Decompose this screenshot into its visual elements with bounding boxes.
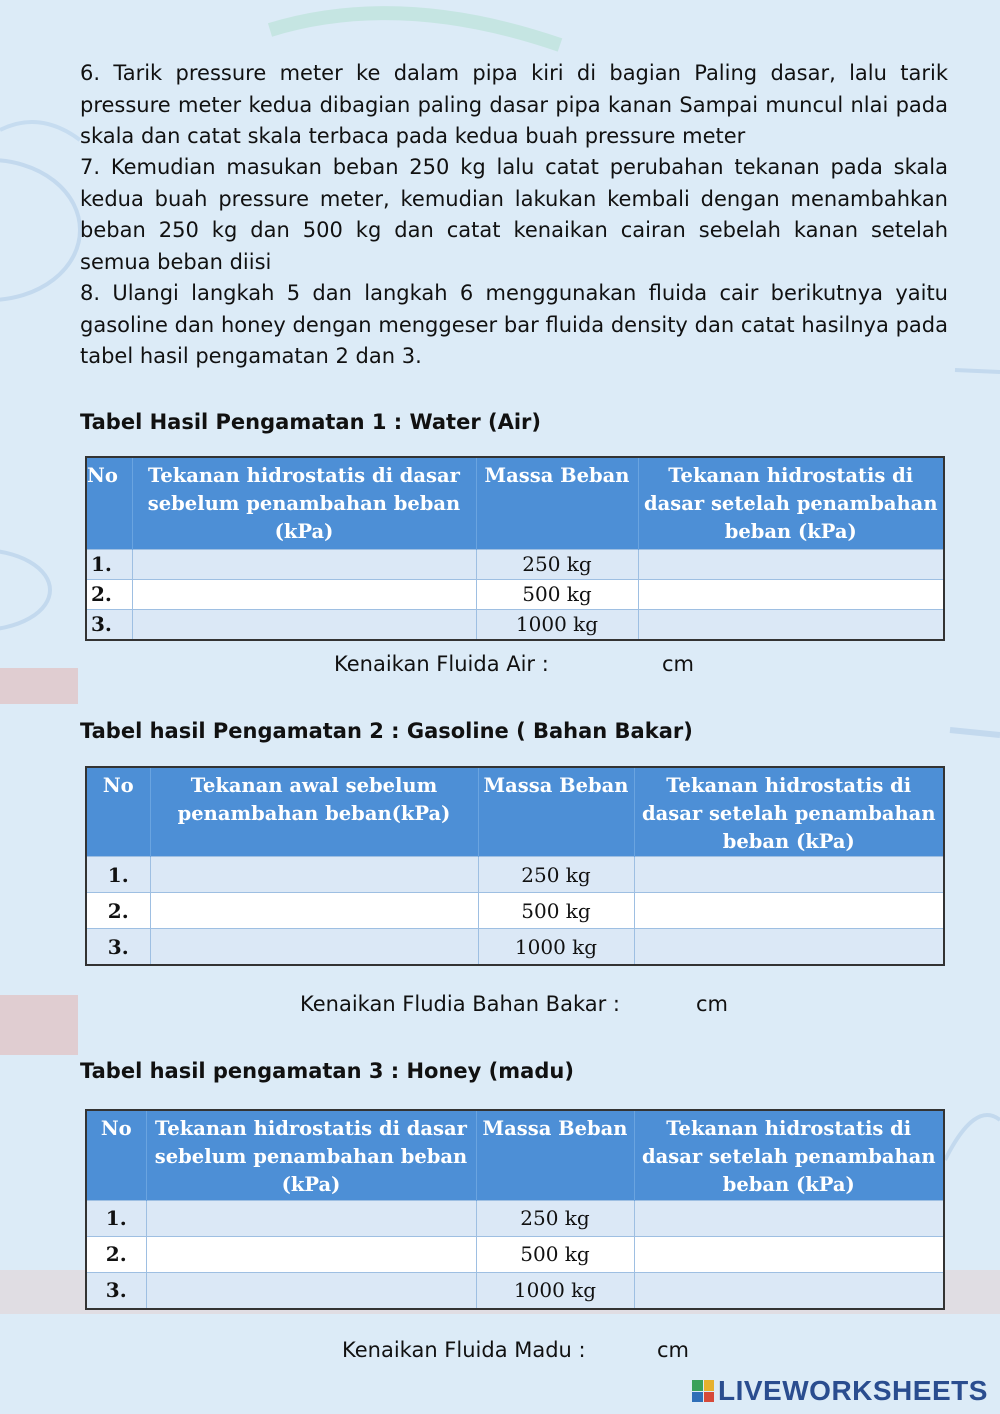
liveworksheets-logo [692, 1375, 988, 1407]
table-row [86, 1200, 944, 1236]
pressure-before-cell[interactable] [150, 893, 478, 929]
row-number: 1. [86, 857, 150, 893]
pressure-before-cell[interactable] [150, 929, 478, 966]
pressure-before-cell[interactable] [150, 857, 478, 893]
fluid-rise-input[interactable] [645, 989, 699, 1019]
pressure-after-cell[interactable] [634, 857, 944, 893]
column-header-load-mass: Massa Beban [476, 1110, 634, 1200]
load-mass-cell: 500 kg [476, 1236, 634, 1272]
pressure-before-input[interactable] [151, 928, 482, 965]
load-mass-cell: 250 kg [476, 1200, 634, 1236]
load-mass-cell: 500 kg [478, 893, 634, 929]
load-mass-cell: 250 kg [478, 857, 634, 893]
column-header-pressure-after: Tekanan hidrostatis di dasar setelah penambahan beban (kPa) [634, 1110, 944, 1200]
fluid-rise-water [334, 652, 695, 676]
brand-name: LIVEWORKSHEETS [718, 1375, 988, 1406]
column-header-load-mass: Massa Beban [476, 457, 638, 549]
fluid-rise-unit: cm [657, 1338, 690, 1362]
pressure-before-input[interactable] [151, 856, 482, 893]
observation-table-water [85, 456, 945, 641]
table-row [86, 857, 944, 893]
load-mass-cell: 1000 kg [476, 609, 638, 640]
pressure-after-cell[interactable] [634, 1236, 944, 1272]
pressure-before-input[interactable] [133, 549, 480, 580]
observation-table-gasoline [85, 766, 945, 966]
pressure-after-input[interactable] [635, 1236, 948, 1273]
fluid-rise-input[interactable] [590, 1335, 654, 1365]
pressure-after-cell[interactable] [638, 609, 944, 640]
row-number: 3. [86, 929, 150, 966]
pressure-before-input[interactable] [147, 1200, 480, 1237]
fluid-rise-label: Kenaikan Fluida Air : [334, 652, 549, 676]
load-mass-cell: 250 kg [476, 549, 638, 579]
pressure-after-input[interactable] [639, 609, 948, 640]
fluid-rise-label: Kenaikan Fludia Bahan Bakar : [300, 992, 620, 1016]
table-3-title: Tabel hasil pengamatan 3 : Honey (madu) [80, 1059, 574, 1083]
observation-table-honey [85, 1109, 945, 1310]
load-mass-cell: 1000 kg [478, 929, 634, 966]
table-row [86, 929, 944, 966]
fluid-rise-unit: cm [662, 652, 695, 676]
table-row [86, 893, 944, 929]
row-number: 1. [86, 549, 132, 579]
pressure-after-cell[interactable] [634, 1200, 944, 1236]
table-1-title: Tabel Hasil Pengamatan 1 : Water (Air) [80, 410, 542, 434]
pressure-after-input[interactable] [635, 1200, 948, 1237]
row-number: 3. [86, 609, 132, 640]
pressure-after-cell[interactable] [638, 549, 944, 579]
pressure-before-input[interactable] [133, 609, 480, 640]
row-number: 2. [86, 1236, 146, 1272]
table-row [86, 549, 944, 579]
pressure-after-input[interactable] [635, 856, 948, 893]
pressure-before-input[interactable] [147, 1236, 480, 1273]
instruction-step-8: 8. Ulangi langkah 5 dan langkah 6 menggunakan fluida cair berikutnya yaitu gasoline dan honey dengan menggeser bar fluida density dan catat hasilnya pada tabel hasil pengamatan 2 dan 3. [80, 281, 948, 368]
fluid-rise-gasoline [300, 992, 729, 1016]
pressure-before-cell[interactable] [146, 1272, 476, 1309]
fluid-rise-unit: cm [696, 992, 729, 1016]
table-row [86, 1272, 944, 1309]
pressure-after-cell[interactable] [634, 893, 944, 929]
pressure-after-input[interactable] [635, 928, 948, 965]
pressure-after-input[interactable] [635, 892, 948, 929]
column-header-no: No [86, 1110, 146, 1200]
pressure-before-input[interactable] [147, 1272, 480, 1309]
pressure-before-cell[interactable] [132, 609, 476, 640]
fluid-rise-label: Kenaikan Fluida Madu : [342, 1338, 586, 1362]
column-header-pressure-before: Tekanan hidrostatis di dasar sebelum penambahan beban (kPa) [146, 1110, 476, 1200]
table-row [86, 609, 944, 640]
fluid-rise-input[interactable] [574, 649, 658, 679]
row-number: 2. [86, 893, 150, 929]
pressure-before-cell[interactable] [146, 1236, 476, 1272]
pressure-before-cell[interactable] [132, 549, 476, 579]
load-mass-cell: 1000 kg [476, 1272, 634, 1309]
instruction-step-7: 7. Kemudian masukan beban 250 kg lalu catat perubahan tekanan pada skala kedua buah pressure meter, kemudian lakukan kembali dengan menambahkan beban 250 kg dan 500 kg dan catat kenaikan cairan sebelah kanan setelah semua beban diisi [80, 155, 948, 274]
column-header-pressure-after: Tekanan hidrostatis di dasar setelah penambahan beban (kPa) [638, 457, 944, 549]
pressure-after-cell[interactable] [638, 579, 944, 609]
instruction-step-6: 6. Tarik pressure meter ke dalam pipa kiri di bagian Paling dasar, lalu tarik pressure meter kedua dibagian paling dasar pipa kanan Sampai muncul nlai pada skala dan catat skala terbaca pada kedua buah pressure meter [80, 61, 948, 148]
pressure-after-input[interactable] [635, 1272, 948, 1309]
column-header-pressure-before: Tekanan awal sebelum penambahan beban(kPa) [150, 767, 478, 857]
row-number: 1. [86, 1200, 146, 1236]
pressure-after-input[interactable] [639, 549, 948, 580]
pressure-before-cell[interactable] [132, 579, 476, 609]
pressure-before-cell[interactable] [146, 1200, 476, 1236]
pressure-after-cell[interactable] [634, 1272, 944, 1309]
column-header-pressure-after: Tekanan hidrostatis di dasar setelah penambahan beban (kPa) [634, 767, 944, 857]
fluid-rise-honey [342, 1338, 690, 1362]
column-header-no: No [86, 767, 150, 857]
column-header-load-mass: Massa Beban [478, 767, 634, 857]
pressure-before-input[interactable] [151, 892, 482, 929]
load-mass-cell: 500 kg [476, 579, 638, 609]
row-number: 2. [86, 579, 132, 609]
pressure-before-input[interactable] [133, 579, 480, 610]
brand-icon [692, 1380, 714, 1402]
column-header-no: No [86, 457, 132, 549]
pressure-after-input[interactable] [639, 579, 948, 610]
row-number: 3. [86, 1272, 146, 1309]
table-row [86, 1236, 944, 1272]
table-row [86, 579, 944, 609]
pressure-after-cell[interactable] [634, 929, 944, 966]
column-header-pressure-before: Tekanan hidrostatis di dasar sebelum penambahan beban (kPa) [132, 457, 476, 549]
table-2-title: Tabel hasil Pengamatan 2 : Gasoline ( Bahan Bakar) [80, 719, 693, 743]
